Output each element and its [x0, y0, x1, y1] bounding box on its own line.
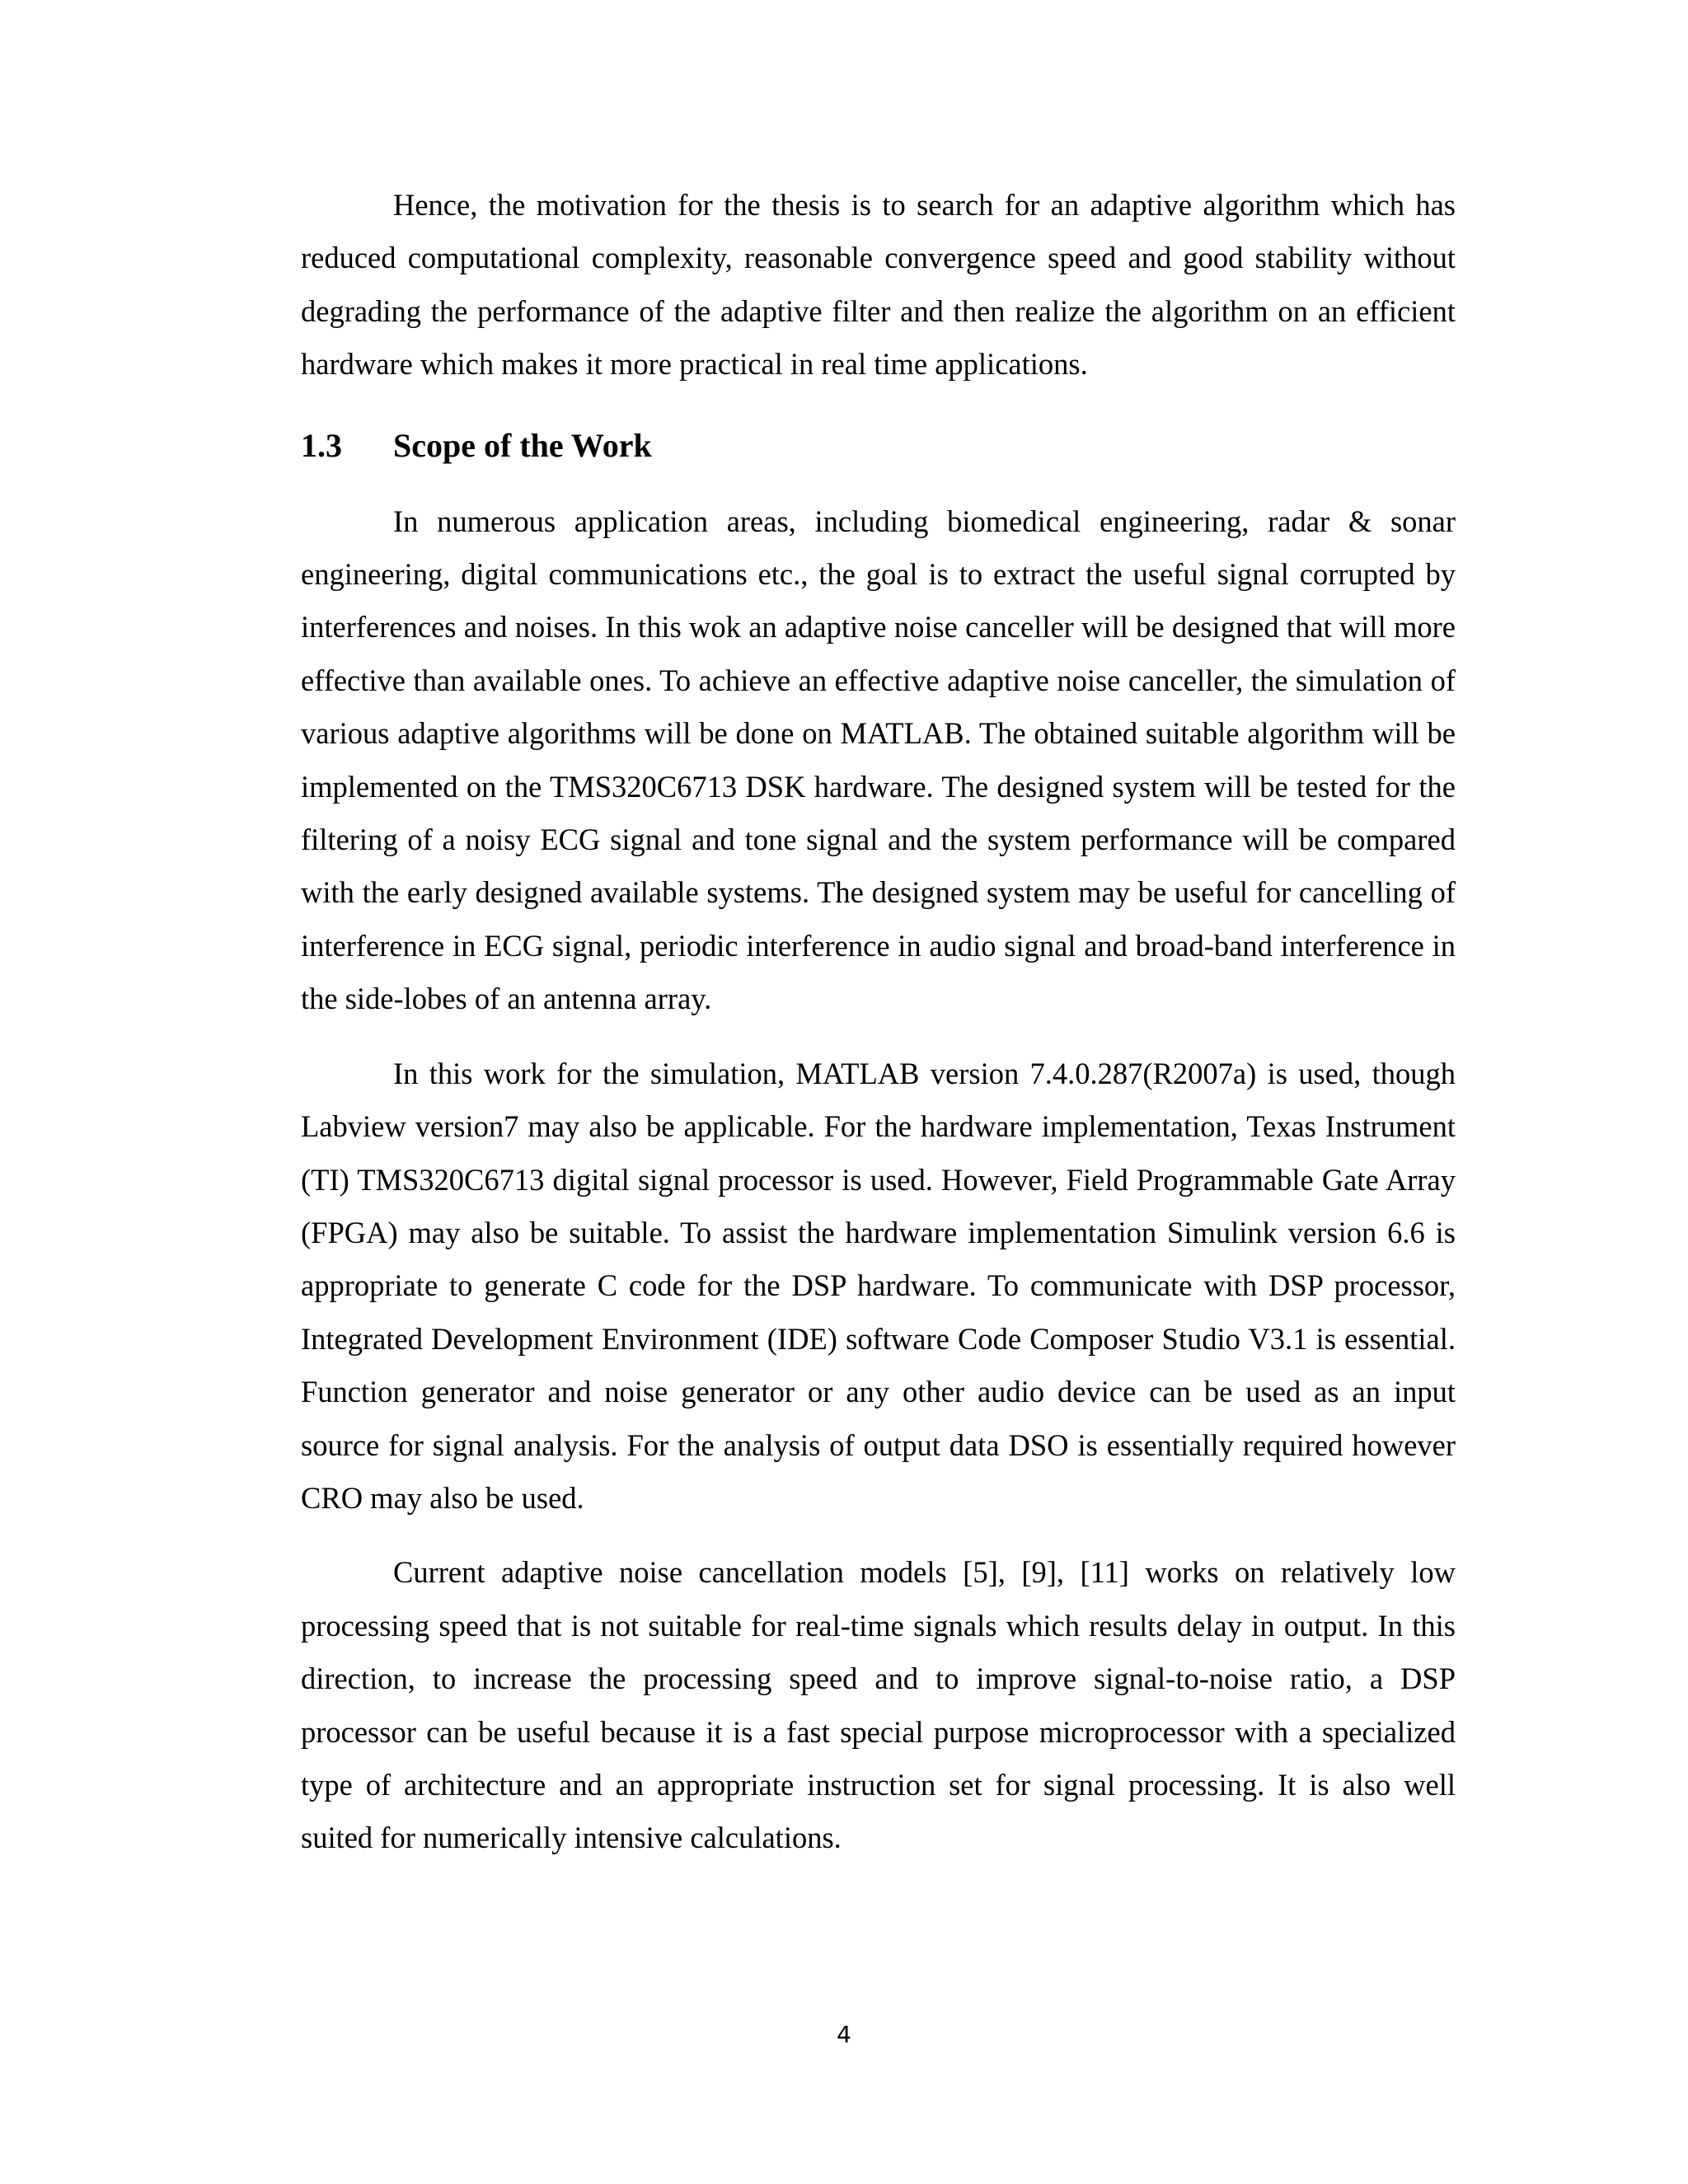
section-number: 1.3 [301, 426, 342, 464]
section-title: Scope of the Work [393, 426, 652, 464]
intro-paragraph: Hence, the motivation for the thesis is to search for an adaptive algorithm which has reduced computational complexity, reasonable convergence speed and good stability without degrading the performance of the adaptive filter and then realize the algorithm on an efficient hardware which makes it more practical in real time applications. [301, 188, 1456, 382]
paragraph-tools: In this work for the simulation, MATLAB version 7.4.0.287(R2007a) is used, though Labview version7 may also be applicable. For the hardware implementation, Texas Instrument (TI) TMS320C6713 digital signal processor is used. However, Field Programmable Gate Array (FPGA) may also be suitable. To assist the hardware implementation Simulink version 6.6 is appropriate to generate C code for the DSP hardware. To communicate with DSP processor, Integrated Development Environment (IDE) software Code Composer Studio V3.1 is essential. Function generator and noise generator or any other audio device can be used as an input source for signal analysis. For the analysis of output data DSO is essentially required however CRO may also be used. [301, 1056, 1456, 1515]
page-number: 4 [837, 2021, 851, 2048]
paragraph-dsp: Current adaptive noise cancellation models [5], [9], [11] works on relatively low processing speed that is not suitable for real-time signals which results delay in output. In this direction, to increase the processing speed and to improve signal-to-noise ratio, a DSP processor can be useful because it is a fast special purpose microprocessor with a specialized type of architecture and an appropriate instruction set for signal processing. It is also well suited for numerically intensive calculations. [301, 1555, 1456, 1855]
section-heading [301, 423, 1456, 469]
page-content [301, 179, 1456, 1865]
paragraph-scope: In numerous application areas, including biomedical engineering, radar & sonar engineering, digital communications etc., the goal is to extract the useful signal corrupted by interferences and noises. In this wok an adaptive noise canceller will be designed that will more effective than available ones. To achieve an effective adaptive noise canceller, the simulation of various adaptive algorithms will be done on MATLAB. The obtained suitable algorithm will be implemented on the TMS320C6713 DSK hardware. The designed system will be tested for the filtering of a noisy ECG signal and tone signal and the system performance will be compared with the early designed available systems. The designed system may be useful for cancelling of interference in ECG signal, periodic interference in audio signal and broad-band interference in the side-lobes of an antenna array. [301, 504, 1456, 1016]
